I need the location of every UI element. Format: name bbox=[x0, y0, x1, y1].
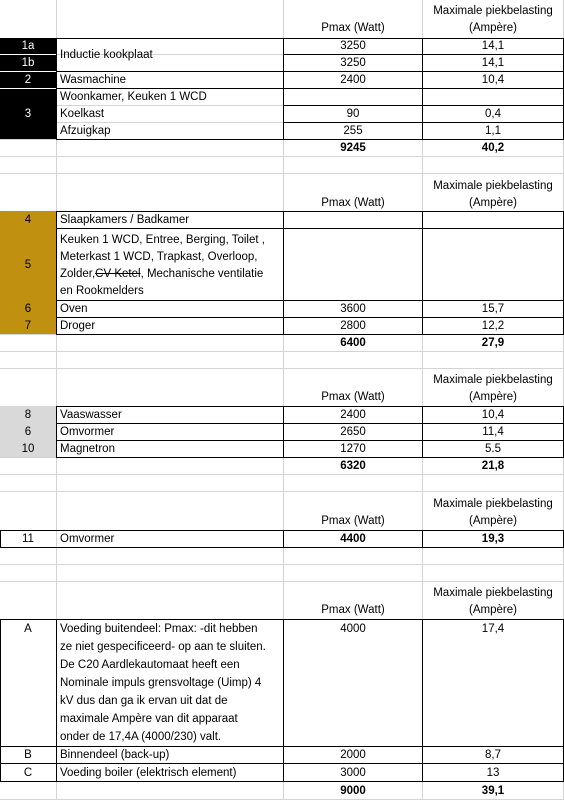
row-description-line bbox=[60, 266, 263, 282]
row-number: 8 bbox=[24, 409, 32, 421]
table-border bbox=[0, 746, 564, 747]
row-pmax: 4400 bbox=[340, 533, 366, 545]
table-border bbox=[0, 530, 1, 548]
row-description-line: maximale Ampère van dit apparaat bbox=[60, 713, 238, 725]
row-pmax: 255 bbox=[343, 125, 363, 137]
row-ampere: 19,3 bbox=[481, 533, 505, 545]
table-border bbox=[56, 406, 57, 458]
row-ampere: 12,2 bbox=[481, 320, 505, 332]
row-description-line: Keuken 1 WCD, Entree, Berging, Toilet , bbox=[60, 234, 265, 246]
row-ampere: 1,1 bbox=[485, 125, 501, 137]
grid-row-line bbox=[0, 156, 564, 157]
row-pmax: 3250 bbox=[340, 40, 366, 52]
grid-row-line bbox=[0, 368, 564, 369]
header-ampere-line1: Maximale piekbelasting bbox=[433, 180, 553, 192]
header-ampere-line2: (Ampère) bbox=[469, 515, 517, 527]
total-ampere: 21,8 bbox=[481, 460, 505, 472]
grid-row-line bbox=[0, 173, 564, 174]
table-border bbox=[56, 317, 564, 318]
row-number: 11 bbox=[22, 533, 34, 545]
total-ampere: 40,2 bbox=[481, 142, 505, 154]
row-number: 1b bbox=[21, 57, 35, 69]
row-number: 5 bbox=[24, 259, 32, 271]
table-border bbox=[56, 139, 564, 140]
header-pmax: Pmax (Watt) bbox=[321, 604, 385, 616]
header-ampere-line2: (Ampère) bbox=[469, 22, 517, 34]
row-description: Inductie kookplaat bbox=[60, 49, 153, 61]
table-border bbox=[56, 211, 564, 212]
header-ampere-line2: (Ampère) bbox=[469, 197, 517, 209]
table-border bbox=[56, 228, 564, 229]
row-description: Koelkast bbox=[60, 108, 105, 120]
row-number: 6 bbox=[24, 426, 32, 438]
table-border bbox=[56, 423, 564, 424]
row-number: 10 bbox=[21, 443, 35, 455]
row-number: A bbox=[24, 623, 32, 635]
row-description-line: kV dus dan ga ik ervan uit dat de bbox=[60, 695, 228, 707]
row-description: Binnendeel (back-up) bbox=[60, 749, 170, 761]
table-border bbox=[283, 530, 284, 548]
table-border bbox=[56, 88, 564, 89]
header-ampere-line1: Maximale piekbelasting bbox=[433, 587, 553, 599]
table-border bbox=[0, 530, 564, 531]
row-ampere: 17,4 bbox=[481, 623, 505, 635]
table-border bbox=[283, 406, 284, 458]
total-pmax: 9000 bbox=[340, 785, 366, 797]
table-border bbox=[56, 300, 564, 301]
grid-row-line bbox=[0, 581, 564, 582]
header-ampere-line1: Maximale piekbelasting bbox=[433, 374, 553, 386]
row-pmax: 3600 bbox=[340, 303, 366, 315]
row-number: 1a bbox=[21, 40, 35, 52]
header-pmax: Pmax (Watt) bbox=[321, 515, 385, 527]
table-border bbox=[422, 530, 423, 548]
row-ampere: 11,4 bbox=[482, 426, 504, 438]
row-pmax: 3000 bbox=[340, 767, 366, 779]
row-pmax: 2650 bbox=[340, 426, 366, 438]
header-pmax: Pmax (Watt) bbox=[321, 391, 385, 403]
row-pmax: 2400 bbox=[340, 409, 366, 421]
table-border bbox=[422, 38, 423, 140]
header-ampere-line2: (Ampère) bbox=[469, 604, 517, 616]
grid-row-line bbox=[0, 351, 564, 352]
row-ampere: 5.5 bbox=[485, 443, 501, 455]
table-border bbox=[0, 619, 1, 782]
row-number: 3 bbox=[24, 108, 32, 120]
header-ampere-line1: Maximale piekbelasting bbox=[433, 5, 553, 17]
grid-row-line bbox=[0, 491, 564, 492]
row-description: Slaapkamers / Badkamer bbox=[60, 214, 190, 226]
table-border bbox=[284, 54, 564, 55]
row-ampere: 0,4 bbox=[485, 108, 501, 120]
row-ampere: 15,7 bbox=[481, 303, 505, 315]
table-border bbox=[0, 547, 564, 548]
row-number: 7 bbox=[24, 320, 32, 332]
row-pmax: 2800 bbox=[340, 320, 366, 332]
row-pmax: 3250 bbox=[340, 57, 366, 69]
table-border bbox=[283, 122, 564, 123]
total-pmax: 6400 bbox=[340, 337, 366, 349]
row-description-line: De C20 Aardlekautomaat heeft een bbox=[60, 659, 240, 671]
row-description-line: Voeding buitendeel: Pmax: -dit hebben bbox=[60, 623, 258, 635]
row-description-line: Meterkast 1 WCD, Trapkast, Overloop, bbox=[60, 251, 258, 263]
row-ampere: 13 bbox=[486, 767, 500, 779]
total-pmax: 6320 bbox=[340, 460, 366, 472]
table-border bbox=[56, 440, 564, 441]
total-pmax: 9245 bbox=[340, 142, 366, 154]
row-description: Wasmachine bbox=[60, 74, 127, 86]
total-ampere: 27,9 bbox=[481, 337, 505, 349]
row-pmax: 2400 bbox=[340, 74, 366, 86]
table-border bbox=[283, 105, 564, 106]
table-border bbox=[283, 211, 284, 335]
table-border bbox=[56, 457, 564, 458]
grid-row-line bbox=[0, 564, 564, 565]
row-pmax: 2000 bbox=[340, 749, 366, 761]
row-number: C bbox=[23, 767, 33, 779]
num-cell-divider bbox=[0, 88, 56, 89]
total-ampere: 39,1 bbox=[481, 785, 505, 797]
row-description: Droger bbox=[60, 320, 96, 332]
table-border bbox=[56, 619, 57, 782]
row-description: Woonkamer, Keuken 1 WCD bbox=[60, 91, 207, 103]
table-border bbox=[283, 619, 284, 782]
header-ampere-line1: Maximale piekbelasting bbox=[433, 498, 553, 510]
row-description: Vaaswasser bbox=[60, 409, 122, 421]
desc-text: Zolder, bbox=[60, 268, 96, 280]
grid-row-line bbox=[0, 474, 564, 475]
struck-text: CV Ketel bbox=[95, 268, 141, 280]
header-ampere-line2: (Ampère) bbox=[469, 391, 517, 403]
header-pmax: Pmax (Watt) bbox=[321, 197, 385, 209]
table-border bbox=[0, 781, 564, 782]
table-border bbox=[56, 38, 57, 140]
row-ampere: 8,7 bbox=[485, 749, 501, 761]
row-description: Afzuigkap bbox=[60, 125, 111, 137]
row-ampere: 10,4 bbox=[481, 409, 505, 421]
row-ampere: 14,1 bbox=[481, 40, 505, 52]
row-description: Magnetron bbox=[60, 443, 115, 455]
table-border bbox=[0, 763, 564, 764]
row-description: Omvormer bbox=[60, 426, 115, 438]
table-border bbox=[56, 211, 57, 335]
table-border bbox=[283, 38, 284, 140]
row-ampere: 14,1 bbox=[481, 57, 505, 69]
table-border bbox=[56, 334, 564, 335]
row-description: Omvormer bbox=[60, 533, 115, 545]
row-description-line: onder de 17,4A (4000/230) valt. bbox=[60, 731, 222, 743]
table-border bbox=[422, 406, 423, 458]
row-ampere: 10,4 bbox=[481, 74, 505, 86]
row-number: 2 bbox=[24, 74, 32, 86]
row-number: 6 bbox=[24, 303, 32, 315]
row-number: B bbox=[24, 749, 32, 761]
header-pmax: Pmax (Watt) bbox=[321, 22, 385, 34]
row-pmax: 90 bbox=[346, 108, 360, 120]
row-description-line: ze niet gespecificeerd- op aan te sluiten. bbox=[60, 641, 266, 653]
row-pmax: 4000 bbox=[340, 623, 366, 635]
table-border bbox=[0, 619, 564, 620]
row-pmax: 1270 bbox=[340, 443, 366, 455]
row-description: Oven bbox=[60, 303, 88, 315]
table-border bbox=[56, 406, 564, 407]
table-border bbox=[422, 211, 423, 335]
table-border bbox=[422, 619, 423, 782]
row-description: Voeding boiler (elektrisch element) bbox=[60, 767, 237, 779]
row-description-line: Nominale impuls grensvoltage (Uimp) 4 bbox=[60, 677, 262, 689]
row-description-line: en Rookmelders bbox=[60, 285, 144, 297]
desc-text: , Mechanische ventilatie bbox=[140, 268, 264, 280]
table-border bbox=[56, 71, 564, 72]
table-border bbox=[56, 38, 564, 39]
row-number: 4 bbox=[24, 214, 32, 226]
